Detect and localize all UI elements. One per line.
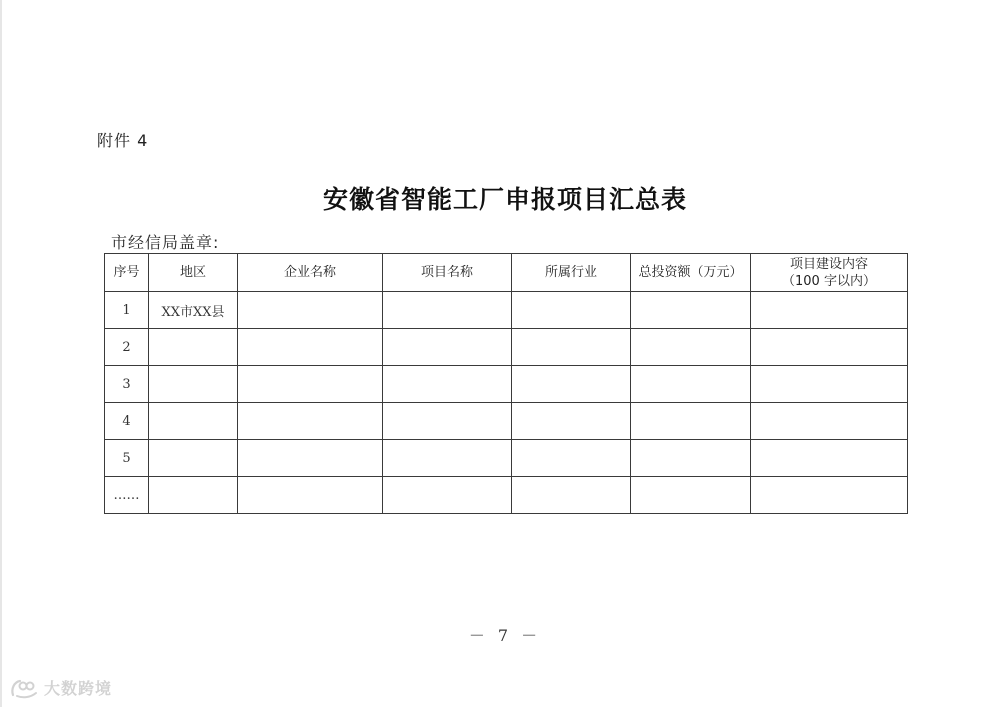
cell-industry bbox=[512, 329, 631, 366]
cell-seq: …… bbox=[105, 477, 149, 514]
cell-region bbox=[149, 477, 238, 514]
cell-investment bbox=[631, 477, 751, 514]
cell-seq: 4 bbox=[105, 403, 149, 440]
table-row bbox=[105, 329, 908, 366]
header-region: 地区 bbox=[149, 254, 238, 292]
header-industry: 所属行业 bbox=[512, 254, 631, 292]
header-company: 企业名称 bbox=[238, 254, 383, 292]
cell-industry bbox=[512, 477, 631, 514]
cell-seq: 2 bbox=[105, 329, 149, 366]
table-row bbox=[105, 366, 908, 403]
cell-region bbox=[149, 440, 238, 477]
table-row bbox=[105, 440, 908, 477]
table-row bbox=[105, 292, 908, 329]
header-investment: 总投资额（万元） bbox=[631, 254, 751, 292]
cell-company bbox=[238, 477, 383, 514]
cell-investment bbox=[631, 366, 751, 403]
cell-industry bbox=[512, 292, 631, 329]
page-edge bbox=[0, 0, 2, 707]
page-number: － 7 － bbox=[468, 626, 542, 645]
cell-project bbox=[383, 403, 512, 440]
cell-region bbox=[149, 366, 238, 403]
cell-company bbox=[238, 292, 383, 329]
cell-seq: 5 bbox=[105, 440, 149, 477]
cell-investment bbox=[631, 329, 751, 366]
cell-region: XX市XX县 bbox=[149, 292, 238, 329]
cell-region bbox=[149, 329, 238, 366]
cell-seq: 1 bbox=[105, 292, 149, 329]
seal-label: 市经信局盖章: bbox=[111, 233, 220, 252]
cell-industry bbox=[512, 440, 631, 477]
document-title: 安徽省智能工厂申报项目汇总表 bbox=[322, 185, 687, 214]
cell-project bbox=[383, 440, 512, 477]
cell-company bbox=[238, 403, 383, 440]
cell-project bbox=[383, 292, 512, 329]
cell-investment bbox=[631, 292, 751, 329]
watermark bbox=[10, 676, 112, 699]
cell-company bbox=[238, 366, 383, 403]
header-seq: 序号 bbox=[105, 254, 149, 292]
cell-content bbox=[751, 366, 908, 403]
cell-content bbox=[751, 292, 908, 329]
brand-logo-icon bbox=[10, 677, 40, 699]
cell-investment bbox=[631, 403, 751, 440]
cell-seq: 3 bbox=[105, 366, 149, 403]
header-project: 项目名称 bbox=[383, 254, 512, 292]
summary-table bbox=[104, 253, 908, 514]
cell-region bbox=[149, 403, 238, 440]
cell-project bbox=[383, 477, 512, 514]
header-content-line2: （100 字以内） bbox=[782, 273, 876, 289]
cell-industry bbox=[512, 403, 631, 440]
cell-content bbox=[751, 329, 908, 366]
cell-project bbox=[383, 329, 512, 366]
attachment-label: 附件 4 bbox=[97, 131, 149, 150]
cell-content bbox=[751, 477, 908, 514]
cell-company bbox=[238, 440, 383, 477]
header-content bbox=[751, 254, 908, 292]
table-header-row bbox=[105, 254, 908, 292]
table-row bbox=[105, 477, 908, 514]
table-row bbox=[105, 403, 908, 440]
cell-company bbox=[238, 329, 383, 366]
header-content-line1: 项目建设内容 bbox=[789, 256, 868, 272]
cell-project bbox=[383, 366, 512, 403]
watermark-text: 大数跨境 bbox=[44, 679, 113, 698]
cell-industry bbox=[512, 366, 631, 403]
cell-investment bbox=[631, 440, 751, 477]
cell-content bbox=[751, 440, 908, 477]
cell-content bbox=[751, 403, 908, 440]
